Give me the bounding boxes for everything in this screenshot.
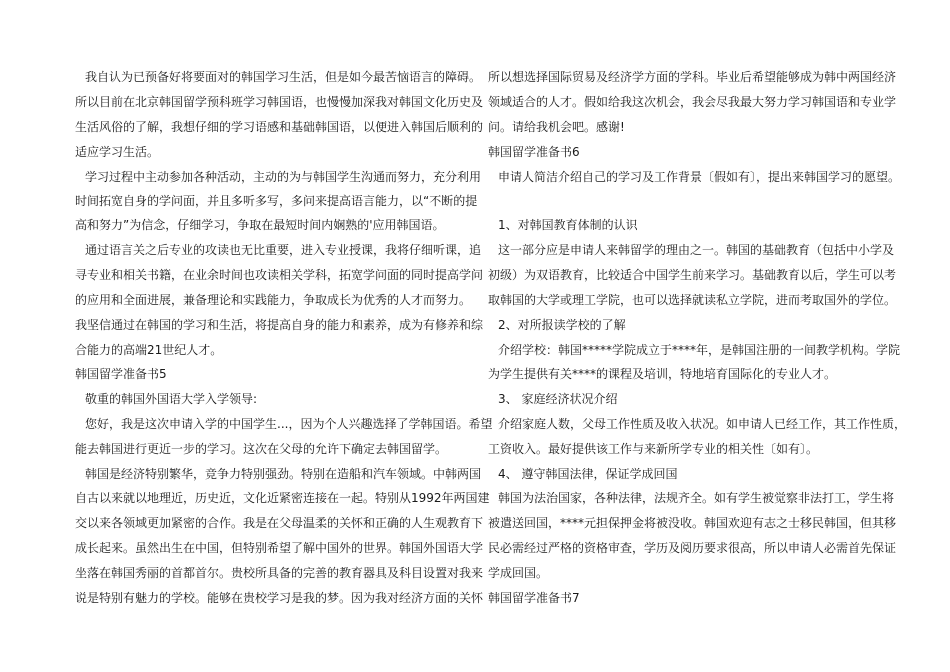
paragraph-line: 坐落在韩国秀丽的首都首尔。贵校所具备的完善的教育器具及科目设置对我来 <box>75 566 484 580</box>
paragraph-line: 被遣送回国，****元担保押金将被没收。韩国欢迎有志之士移民韩国，但其移 <box>488 516 897 530</box>
paragraph-line: 所以想选择国际贸易及经济学方面的学科。毕业后希望能够成为韩中两国经济 <box>488 70 897 84</box>
subsection-heading: 4、 遵守韩国法律，保证学成回国 <box>498 467 678 481</box>
paragraph-line: 领域适合的人才。假如给我这次机会，我会尽我最大努力学习韩国语和专业学 <box>488 95 897 109</box>
paragraph-line: 时间拓宽自身的学问面，并且多听多写，多问来提高语言能力，以“不断的提 <box>75 194 478 208</box>
paragraph-line: 成长起来。虽然出生在中国，但特别希望了解中国外的世界。韩国外国语大学 <box>75 541 484 555</box>
paragraph-line: 通过语言关之后专业的攻读也无比重要，进入专业授课，我将仔细听课，追 <box>85 243 482 257</box>
paragraph-line: 您好，我是这次申请入学的中国学生...，因为个人兴趣选择了学韩国语。希望 <box>85 417 493 431</box>
paragraph-line: 介绍家庭人数，父母工作性质及收入状况。如申请人已经工作，其工作性质， <box>498 417 907 431</box>
section-heading: 韩国留学准备书6 <box>488 145 580 159</box>
salutation-line: 敬重的韩国外国语大学入学领导: <box>85 392 258 406</box>
paragraph-line: 学习过程中主动参加各种活动，主动的为与韩国学生沟通而努力，充分利用 <box>85 170 482 184</box>
paragraph-line: 生活风俗的了解，我想仔细的学习语感和基础韩国语，以便进入韩国后顺利的 <box>75 120 484 134</box>
paragraph-line: 民必需经过严格的资格审查，学历及阅历要求很高，所以申请人必需首先保证 <box>488 541 897 555</box>
paragraph-line: 高和努力”为信念，仔细学习，争取在最短时间内娴熟的'应用韩国语。 <box>75 218 445 232</box>
paragraph-line: 自古以来就以地理近，历史近，文化近紧密连接在一起。特别从1992年两国建 <box>75 491 490 505</box>
paragraph-line: 这一部分应是申请人来韩留学的理由之一。韩国的基础教育（包括中小学及 <box>498 243 895 257</box>
paragraph-line: 寻专业和相关书籍，在业余时间也攻读相关学科，拓宽学问面的同时提高学问 <box>75 268 484 282</box>
paragraph-line: 问。请给我机会吧。感谢! <box>488 120 625 134</box>
paragraph-line: 我坚信通过在韩国的学习和生活，将提高自身的能力和素养，成为有修养和综 <box>75 318 484 332</box>
paragraph-line: 韩国为法治国家，各种法律，法规齐全。如有学生被觉察非法打工，学生将 <box>498 491 895 505</box>
paragraph-line: 工资收入。最好提供该工作与来新所学专业的相关性〔如有〕。 <box>488 442 819 456</box>
paragraph-line: 适应学习生活。 <box>75 145 160 159</box>
subsection-heading: 2、对所报读学校的了解 <box>498 318 626 332</box>
paragraph-line: 学成回国。 <box>488 566 549 580</box>
subsection-heading: 1、对韩国教育体制的认识 <box>498 218 638 232</box>
paragraph-line: 的应用和全面进展，兼备理论和实践能力，争取成长为优秀的人才而努力。 <box>75 293 472 307</box>
paragraph-line: 取韩国的大学或理工学院，也可以选择就读私立学院，进而考取国外的学位。 <box>488 293 897 307</box>
paragraph-line: 我自认为已预备好将要面对的韩国学习生活，但是如今最苦恼语言的障碍。 <box>85 70 482 84</box>
paragraph-line: 能去韩国进行更近一步的学习。这次在父母的允许下确定去韩国留学。 <box>75 442 448 456</box>
paragraph-line: 合能力的高端21世纪人才。 <box>75 343 223 357</box>
subsection-heading: 3、 家庭经济状况介绍 <box>498 392 618 406</box>
paragraph-line: 介绍学校：韩国*****学院成立于****年，是韩国注册的一间教学机构。学院 <box>498 343 901 357</box>
section-heading: 韩国留学准备书5 <box>75 367 167 381</box>
paragraph-line: 初级）为双语教育，比较适合中国学生前来学习。基础教育以后，学生可以考 <box>488 268 897 282</box>
section-heading: 韩国留学准备书7 <box>488 591 580 605</box>
paragraph-line: 说是特别有魅力的学校。能够在贵校学习是我的梦。因为我对经济方面的关怀 <box>75 591 484 605</box>
paragraph-line: 为学生提供有关****的课程及培训，特地培育国际化的专业人才。 <box>488 367 837 381</box>
paragraph-line: 韩国是经济特别繁华，竞争力特别强劲。特别在造船和汽车领域。中韩两国 <box>85 467 482 481</box>
paragraph-line: 交以来各领域更加紧密的合作。我是在父母温柔的关怀和正确的人生观教育下 <box>75 516 484 530</box>
paragraph-line: 申请人简洁介绍自己的学习及工作背景〔假如有〕，提出来韩国学习的愿望。 <box>498 170 901 184</box>
paragraph-line: 所以目前在北京韩国留学预科班学习韩国语，也慢慢加深我对韩国文化历史及 <box>75 95 484 109</box>
